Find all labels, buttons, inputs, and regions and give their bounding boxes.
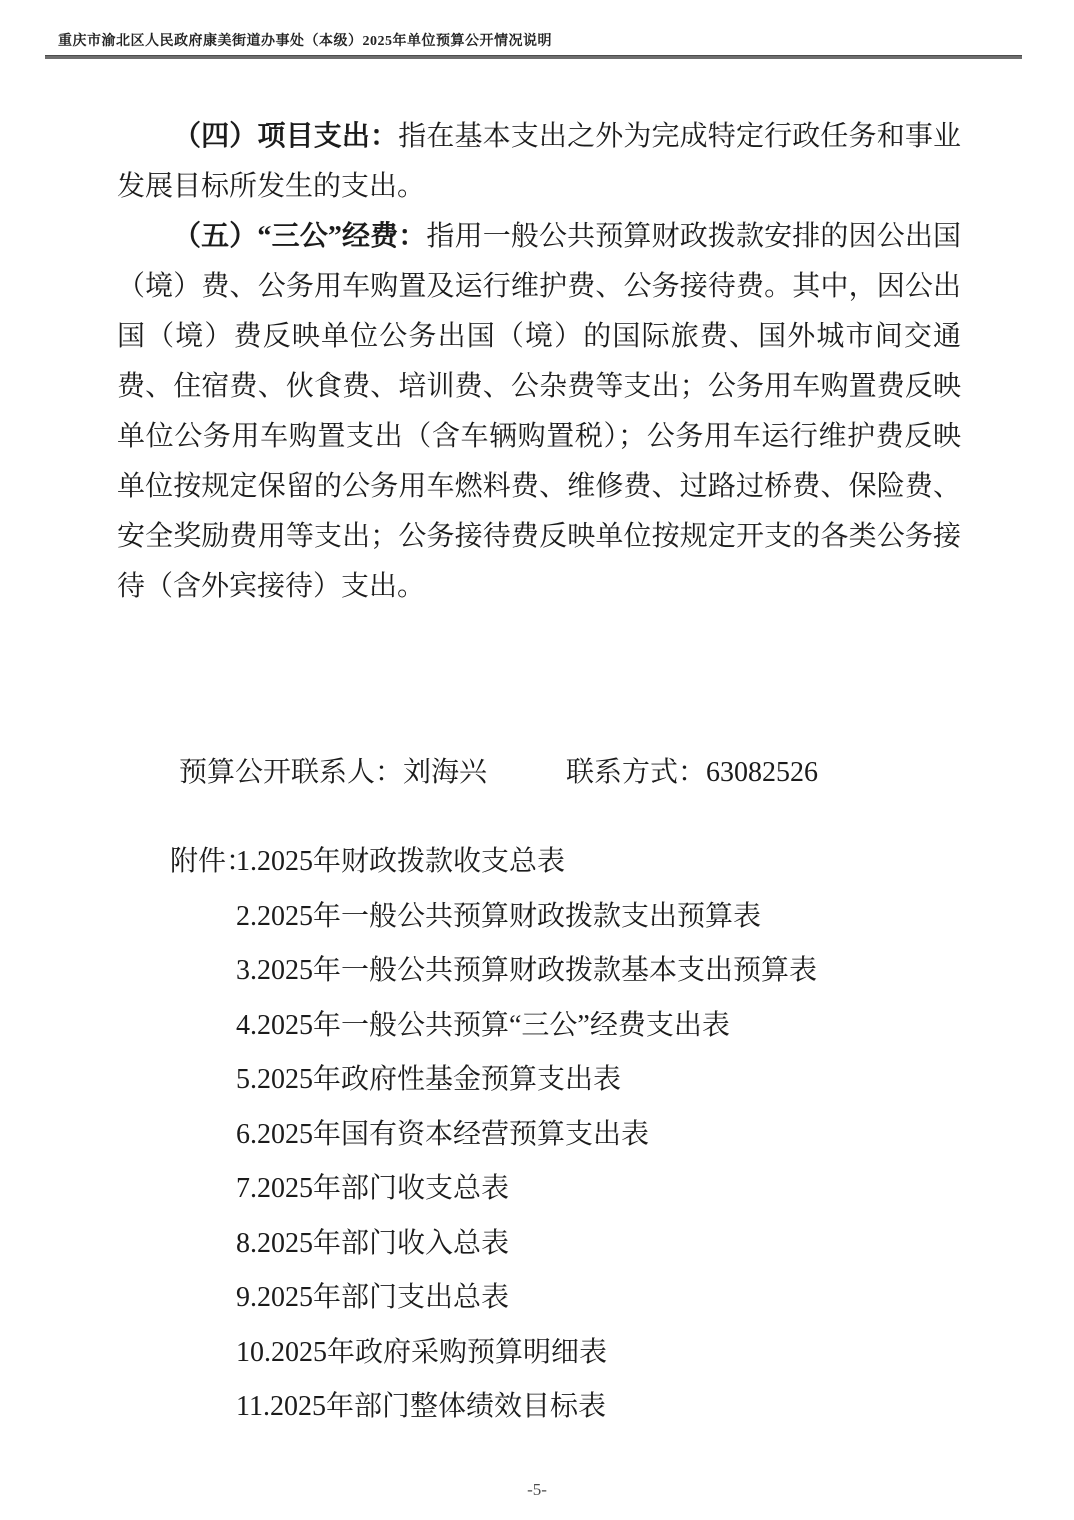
attachment-item-7: 7.2025年部门收支总表 — [236, 1173, 510, 1204]
paragraph-text-project-expenditure: 指在基本支出之外为完成特定行政任务和事业发展目标所发生的支出。 — [117, 121, 961, 202]
document-body — [117, 112, 961, 612]
paragraph-three-public-funds — [117, 212, 961, 612]
contact-phone-label: 联系方式： — [566, 757, 707, 788]
attachment-item-4: 4.2025年一般公共预算“三公”经费支出表 — [236, 1009, 730, 1041]
contact-line — [179, 748, 818, 798]
attachments-list — [236, 835, 817, 1435]
page-header-title: 重庆市渝北区人民政府康美街道办事处（本级）2025年单位预算公开情况说明 — [58, 34, 552, 49]
contact-person-label: 预算公开联系人： — [179, 757, 404, 788]
page-number: -5- — [527, 1480, 547, 1499]
attachment-item-5: 5.2025年政府性基金预算支出表 — [236, 1064, 622, 1095]
attachment-item-1: 1.2025年财政拨款收支总表 — [236, 846, 566, 877]
paragraph-lead-project-expenditure: （四）项目支出： — [173, 121, 399, 152]
attachment-item-2: 2.2025年一般公共预算财政拨款支出预算表 — [236, 900, 762, 932]
attachment-item-8: 8.2025年部门收入总表 — [236, 1227, 510, 1259]
attachment-item-3: 3.2025年一般公共预算财政拨款基本支出预算表 — [236, 955, 818, 986]
header-divider-rule — [45, 55, 1022, 59]
paragraph-lead-three-public-funds: （五）“三公”经费： — [173, 221, 427, 252]
contact-phone-number: 63082526 — [706, 757, 819, 788]
attachment-item-10: 10.2025年政府采购预算明细表 — [236, 1336, 608, 1368]
contact-person-name: 刘海兴 — [403, 757, 488, 788]
paragraph-project-expenditure — [117, 112, 961, 212]
attachment-item-11: 11.2025年部门整体绩效目标表 — [236, 1391, 606, 1422]
attachments-label: 附件： — [170, 846, 255, 877]
attachment-item-6: 6.2025年国有资本经营预算支出表 — [236, 1118, 650, 1150]
paragraph-text-three-public-funds: 指用一般公共预算财政拨款安排的因公出国（境）费、公务用车购置及运行维护费、公务接待费。其中，因公出国（境）费反映单位公务出国（境）的国际旅费、国外城市间交通费、住宿费、伙食费、培训费、公杂费等支出；公务用车购置费反映单位公务用车购置支出（含车辆购置税）；公务用车运行维护费反映单位按规定保留的公务用车燃料费、维修费、过路过桥费、保险费、安全奖励费用等支出；公务接待费反映单位按规定开支的各类公务接待（含外宾接待）支出。 — [117, 221, 961, 602]
attachment-item-9: 9.2025年部门支出总表 — [236, 1282, 510, 1313]
attachments-section — [170, 835, 817, 1435]
